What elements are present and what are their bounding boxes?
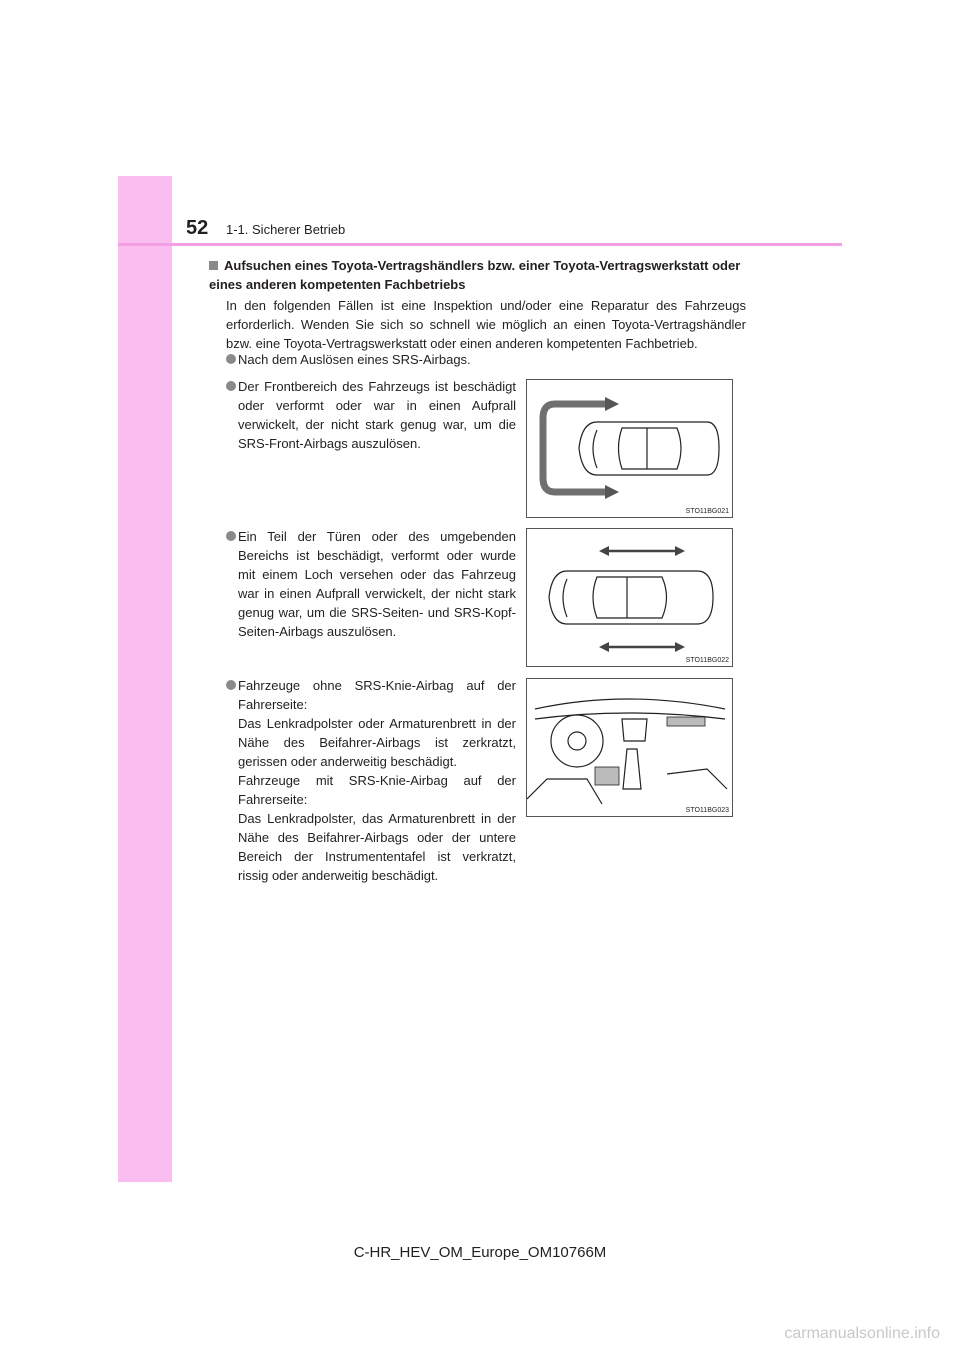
list-item-text: Der Frontbereich des Fahrzeugs ist beschädigt oder verformt oder war in einen Aufprall verwickelt, der nicht stark genug war, um die SRS-Front-Airbags auszulösen. xyxy=(238,379,516,451)
dashboard-illustration xyxy=(527,679,732,816)
subheading xyxy=(209,256,749,294)
car-top-view-illustration xyxy=(527,380,732,517)
bullet-icon xyxy=(226,531,236,541)
list-item-text: Ein Teil der Türen oder des umgebenden Bereichs ist beschädigt, verformt oder wurde mit einem Loch versehen oder das Fahrzeug war in einen Aufprall verwickelt, der nicht stark genug war, um die SRS-Seiten- und SRS-Kopf-Seiten-Airbags auszulösen. xyxy=(238,529,516,639)
figure-front-impact xyxy=(526,379,733,518)
list-item xyxy=(226,350,746,369)
list-item-text: Fahrzeuge ohne SRS-Knie-Airbag auf der Fahrerseite: Das Lenkradpolster oder Armaturenbrett in der Nähe des Beifahrer-Airbags ist zerkratzt, gerissen oder anderweitig beschädigt. Fahrzeuge mit SRS-Knie-Airbag auf der Fahrerseite: Das Lenkradpolster, das Armaturenbrett in der Nähe des Beifahrer-Airbags oder der untere Bereich der Instrumententafel ist verkratzt, rissig oder anderweitig beschädigt. xyxy=(238,678,516,883)
list-item xyxy=(226,676,516,885)
list-item xyxy=(226,527,516,641)
figure-code: STO11BG022 xyxy=(685,657,729,664)
intro-paragraph: In den folgenden Fällen ist eine Inspektion und/oder eine Reparatur des Fahrzeugs erforderlich. Wenden Sie sich so schnell wie möglich an einen Toyota-Vertragshändler bzw. eine Toyota-Vertragswerkstatt oder einen anderen kompetenten Fachbetrieb. xyxy=(226,298,746,351)
list-item xyxy=(226,377,516,453)
bullet-icon xyxy=(226,680,236,690)
figure-code: STO11BG023 xyxy=(685,807,729,814)
square-bullet-icon xyxy=(209,261,218,270)
chapter-sidebar-tab xyxy=(118,176,172,1182)
bullet-icon xyxy=(226,381,236,391)
figure-code: STO11BG021 xyxy=(685,508,729,515)
subheading-text: Aufsuchen eines Toyota-Vertragshändlers bzw. einer Toyota-Vertragswerkstatt oder eines anderen kompetenten Fachbetriebs xyxy=(209,258,741,292)
header-rule xyxy=(118,243,842,246)
list-item-text: Nach dem Auslösen eines SRS-Airbags. xyxy=(238,352,471,367)
figure-side-impact xyxy=(526,528,733,667)
figure-dashboard xyxy=(526,678,733,817)
car-top-view-illustration xyxy=(527,529,732,666)
watermark: carmanualsonline.info xyxy=(784,1325,940,1342)
document-footer: C-HR_HEV_OM_Europe_OM10766M xyxy=(353,1244,607,1261)
bullet-icon xyxy=(226,354,236,364)
section-title: 1-1. Sicherer Betrieb xyxy=(226,222,346,237)
page-number: 52 xyxy=(186,217,209,239)
